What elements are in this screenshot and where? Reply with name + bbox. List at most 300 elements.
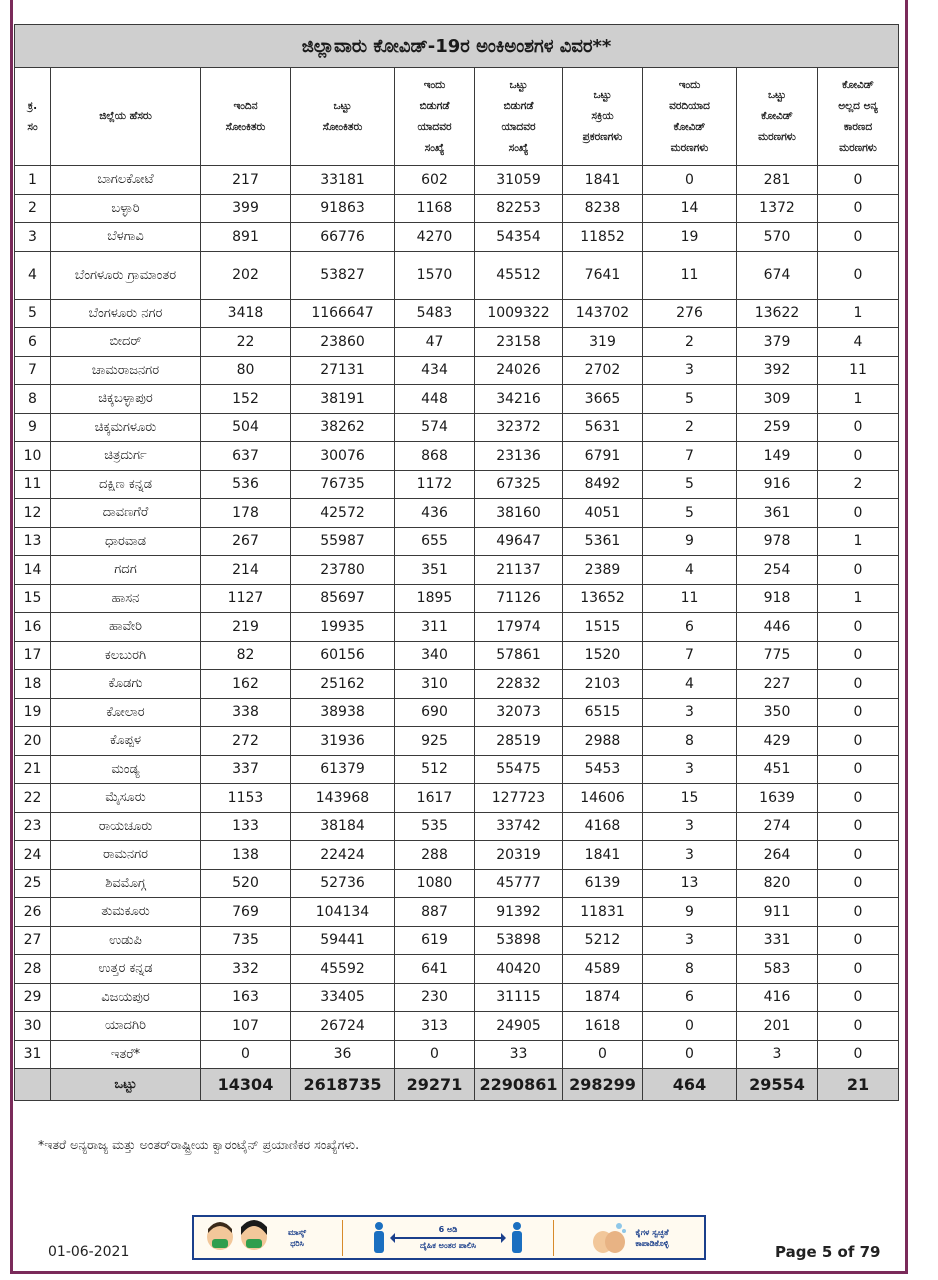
table-cell: 32372 [475,413,563,442]
table-cell: 19935 [291,613,395,642]
table-cell: 82253 [475,194,563,223]
column-header-line: ಬಿಡುಗಡೆ [503,99,534,112]
table-cell: 49647 [475,527,563,556]
table-cell: 891 [201,223,291,252]
table-cell: 17 [15,641,51,670]
table-cell: 33742 [475,812,563,841]
district-name-cell: ಕೊಪ್ಪಳ [51,727,201,756]
table-cell: 0 [201,1040,291,1069]
table-row [15,413,899,442]
table-cell: 33405 [291,983,395,1012]
table-cell: 340 [395,641,475,670]
table-cell: 429 [737,727,818,756]
table-cell: 55987 [291,527,395,556]
column-header-line: ಒಟ್ಟು [509,78,528,91]
table-cell: 214 [201,556,291,585]
table-cell: 10 [15,442,51,471]
table-cell: 45592 [291,955,395,984]
column-header [15,68,51,166]
table-cell: 38938 [291,698,395,727]
table-cell: 916 [737,470,818,499]
table-cell: 4 [643,670,737,699]
column-header-row [15,68,899,166]
table-cell: 143968 [291,784,395,813]
table-cell: 332 [201,955,291,984]
total-value: 29271 [395,1069,475,1101]
table-cell: 4 [643,556,737,585]
table-cell: 25 [15,869,51,898]
page-number [775,1243,880,1261]
district-name-cell: ದಕ್ಷಿಣ ಕನ್ನಡ [51,470,201,499]
table-cell: 7 [643,641,737,670]
table-cell: 82 [201,641,291,670]
table-cell: 0 [818,926,899,955]
column-header-line: ಸಂ [27,120,38,133]
table-cell: 23860 [291,328,395,357]
table-cell: 264 [737,841,818,870]
table-cell: 276 [643,299,737,328]
table-cell: 274 [737,812,818,841]
district-name-cell: ರಾಮನಗರ [51,841,201,870]
table-cell: 54354 [475,223,563,252]
table-row [15,926,899,955]
table-cell: 19 [15,698,51,727]
table-cell: 127723 [475,784,563,813]
table-cell: 1 [818,584,899,613]
table-cell: 15 [643,784,737,813]
person-right-icon [509,1221,525,1255]
table-cell: 0 [818,556,899,585]
total-value: 29554 [737,1069,818,1101]
page-total: 79 [859,1243,881,1261]
table-cell: 0 [818,698,899,727]
table-cell: 33 [475,1040,563,1069]
table-cell: 8492 [563,470,643,499]
table-cell: 14 [15,556,51,585]
table-cell: 178 [201,499,291,528]
table-cell: 31 [15,1040,51,1069]
table-cell: 1617 [395,784,475,813]
table-cell: 59441 [291,926,395,955]
table-cell: 3 [643,812,737,841]
table-cell: 16 [15,613,51,642]
table-cell: 1895 [395,584,475,613]
table-cell: 7641 [563,251,643,299]
table-cell: 272 [201,727,291,756]
column-header-line: ಸಂಖ್ಯೆ [424,141,445,154]
table-cell: 392 [737,356,818,385]
district-name-cell: ತುಮಕೂರು [51,898,201,927]
district-name-cell: ಇತರೆ* [51,1040,201,1069]
table-cell: 3 [643,698,737,727]
table-cell: 91392 [475,898,563,927]
total-blank-cell [15,1069,51,1101]
handwash-section [554,1217,704,1258]
column-header [291,68,395,166]
table-cell: 0 [818,166,899,195]
table-cell: 30076 [291,442,395,471]
table-cell: 217 [201,166,291,195]
district-name-cell: ಧಾರವಾಡ [51,527,201,556]
mask-text-line1: ಮಾಸ್ಕ್ [288,1227,307,1237]
column-header-line: ಕೋವಿಡ್ [842,78,874,91]
table-cell: 8238 [563,194,643,223]
district-name-cell: ಕೊಡಗು [51,670,201,699]
table-cell: 1618 [563,1012,643,1041]
table-cell: 162 [201,670,291,699]
table-cell: 4168 [563,812,643,841]
table-cell: 0 [818,983,899,1012]
table-row [15,328,899,357]
table-cell: 14606 [563,784,643,813]
table-cell: 85697 [291,584,395,613]
table-cell: 520 [201,869,291,898]
district-name-cell: ಬೆಳಗಾವಿ [51,223,201,252]
district-name-cell: ಮೈಸೂರು [51,784,201,813]
table-cell: 6 [643,983,737,1012]
table-cell: 267 [201,527,291,556]
table-cell: 21137 [475,556,563,585]
column-header-line: ಇಂದಿನ [233,99,258,112]
table-cell: 436 [395,499,475,528]
table-cell: 20 [15,727,51,756]
table-cell: 281 [737,166,818,195]
table-cell: 331 [737,926,818,955]
table-cell: 5 [15,299,51,328]
table-row [15,841,899,870]
table-cell: 1841 [563,841,643,870]
table-row [15,223,899,252]
table-cell: 504 [201,413,291,442]
table-cell: 12 [15,499,51,528]
table-cell: 3 [643,926,737,955]
district-name-cell: ಹಾಸನ [51,584,201,613]
table-cell: 0 [643,1040,737,1069]
table-cell: 602 [395,166,475,195]
table-cell: 8 [643,955,737,984]
column-header-line: ಇಂದು [678,78,701,91]
column-header-line: ಒಟ್ಟು [767,89,786,101]
table-cell: 446 [737,613,818,642]
table-cell: 6 [15,328,51,357]
table-cell: 53898 [475,926,563,955]
handwash-text-line2: ಕಾಪಾಡಿಕೊಳ್ಳಿ [635,1238,669,1248]
table-cell: 31115 [475,983,563,1012]
table-row [15,499,899,528]
table-cell: 71126 [475,584,563,613]
table-cell: 76735 [291,470,395,499]
table-cell: 3 [643,356,737,385]
table-cell: 202 [201,251,291,299]
column-header [51,68,201,166]
table-row [15,299,899,328]
district-name-cell: ರಾಯಚೂರು [51,812,201,841]
table-cell: 5212 [563,926,643,955]
column-header [818,68,899,166]
handwash-text [635,1227,668,1249]
column-header [201,68,291,166]
table-cell: 4 [818,328,899,357]
page-sep: of [832,1243,860,1261]
table-cell: 8 [15,385,51,414]
table-cell: 451 [737,755,818,784]
table-cell: 0 [818,755,899,784]
table-cell: 361 [737,499,818,528]
column-header-line: ಮರಣಗಳು [670,141,709,154]
table-cell: 1127 [201,584,291,613]
table-cell: 512 [395,755,475,784]
table-cell: 17974 [475,613,563,642]
table-cell: 36 [291,1040,395,1069]
table-cell: 1520 [563,641,643,670]
table-row [15,194,899,223]
column-header-line: ಯಾದವರ [417,120,452,133]
table-cell: 9 [643,898,737,927]
table-row [15,670,899,699]
table-cell: 143702 [563,299,643,328]
table-cell: 80 [201,356,291,385]
table-cell: 6791 [563,442,643,471]
table-cell: 47 [395,328,475,357]
table-cell: 3 [15,223,51,252]
table-cell: 338 [201,698,291,727]
table-cell: 6515 [563,698,643,727]
table-cell: 11 [15,470,51,499]
district-name-cell: ಕಲಬುರಗಿ [51,641,201,670]
column-header-line: ಒಟ್ಟು [593,89,612,101]
table-cell: 45777 [475,869,563,898]
table-row [15,556,899,585]
table-cell: 1 [818,299,899,328]
table-cell: 4051 [563,499,643,528]
table-cell: 310 [395,670,475,699]
district-name-cell: ದಾವಣಗೆರೆ [51,499,201,528]
column-header [563,68,643,166]
table-cell: 674 [737,251,818,299]
table-cell: 31936 [291,727,395,756]
table-cell: 820 [737,869,818,898]
table-row [15,698,899,727]
table-cell: 641 [395,955,475,984]
table-cell: 0 [563,1040,643,1069]
table-cell: 149 [737,442,818,471]
table-cell: 24 [15,841,51,870]
table-cell: 0 [818,251,899,299]
table-cell: 31059 [475,166,563,195]
table-cell: 5483 [395,299,475,328]
table-cell: 13 [15,527,51,556]
table-cell: 138 [201,841,291,870]
table-cell: 30 [15,1012,51,1041]
column-header-line: ಪ್ರಕರಣಗಳು [582,131,623,143]
table-cell: 637 [201,442,291,471]
table-cell: 26724 [291,1012,395,1041]
table-cell: 61379 [291,755,395,784]
table-cell: 11 [643,251,737,299]
table-cell: 33181 [291,166,395,195]
district-name-cell: ಯಾದಗಿರಿ [51,1012,201,1041]
table-cell: 38160 [475,499,563,528]
distance-text: ದೈಹಿಕ ಅಂತರ ಪಾಲಿಸಿ [419,1240,477,1250]
column-header-line: ಜಿಲ್ಲೆಯ ಹೆಸರು [99,110,152,122]
total-value: 464 [643,1069,737,1101]
table-cell: 7 [15,356,51,385]
table-cell: 11831 [563,898,643,927]
table-cell: 6139 [563,869,643,898]
table-row [15,385,899,414]
column-header-line: ಒಟ್ಟು [333,99,352,112]
table-cell: 14 [643,194,737,223]
table-row [15,613,899,642]
district-name-cell: ಚಿತ್ರದುರ್ಗ [51,442,201,471]
page-current: 5 [821,1243,833,1261]
table-cell: 1639 [737,784,818,813]
table-cell: 351 [395,556,475,585]
table-cell: 28519 [475,727,563,756]
district-name-cell: ಚಿಕ್ಕಮಗಳೂರು [51,413,201,442]
table-cell: 0 [818,727,899,756]
column-header-line: ಕೋವಿಡ್ [761,110,793,122]
table-cell: 22 [201,328,291,357]
table-cell: 24026 [475,356,563,385]
table-cell: 2389 [563,556,643,585]
report-date: 01-06-2021 [48,1244,130,1260]
mask-text [288,1227,306,1249]
column-header-line: ಅಲ್ಲದ ಅನ್ಯ [838,99,878,112]
table-cell: 67325 [475,470,563,499]
table-cell: 0 [643,1012,737,1041]
table-cell: 1 [818,385,899,414]
table-cell: 23780 [291,556,395,585]
table-cell: 5453 [563,755,643,784]
table-cell: 5 [643,499,737,528]
column-header [737,68,818,166]
table-cell: 583 [737,955,818,984]
table-cell: 7 [643,442,737,471]
column-header-line: ಸಂಖ್ಯೆ [508,141,529,154]
table-cell: 22832 [475,670,563,699]
column-header-line: ಕೋವಿಡ್ [673,120,706,133]
table-cell: 45512 [475,251,563,299]
table-cell: 27131 [291,356,395,385]
table-cell: 26 [15,898,51,927]
column-header-line: ಮರಣಗಳು [758,131,796,143]
table-cell: 535 [395,812,475,841]
column-header-line: ಬಿಡುಗಡೆ [419,99,450,112]
table-cell: 34216 [475,385,563,414]
table-cell: 918 [737,584,818,613]
table-cell: 0 [818,869,899,898]
district-name-cell: ಚಾಮರಾಜನಗರ [51,356,201,385]
table-cell: 24905 [475,1012,563,1041]
table-cell: 1168 [395,194,475,223]
column-header-line: ಸೋಂಕಿತರು [322,120,363,133]
table-cell: 22424 [291,841,395,870]
table-row [15,527,899,556]
table-cell: 448 [395,385,475,414]
table-cell: 1172 [395,470,475,499]
table-cell: 11 [818,356,899,385]
table-cell: 4589 [563,955,643,984]
distance-section [343,1217,553,1258]
table-cell: 219 [201,613,291,642]
handwash-icon [589,1220,629,1256]
table-row [15,470,899,499]
table-cell: 868 [395,442,475,471]
table-cell: 887 [395,898,475,927]
table-cell: 1372 [737,194,818,223]
table-cell: 655 [395,527,475,556]
table-cell: 2 [643,328,737,357]
district-name-cell: ವಿಜಯಪುರ [51,983,201,1012]
column-header-line: ಸೋಂಕಿತರು [225,120,266,133]
table-cell: 399 [201,194,291,223]
column-header [395,68,475,166]
table-cell: 21 [15,755,51,784]
district-name-cell: ಚಿಕ್ಕಬಳ್ಳಾಪುರ [51,385,201,414]
table-cell: 0 [818,841,899,870]
total-row [15,1069,899,1101]
covid-stats-table [14,24,899,1101]
table-cell: 570 [737,223,818,252]
table-cell: 40420 [475,955,563,984]
table-row [15,755,899,784]
table-cell: 23158 [475,328,563,357]
table-cell: 201 [737,1012,818,1041]
distance-arrow [393,1225,503,1251]
table-cell: 38191 [291,385,395,414]
table-cell: 133 [201,812,291,841]
table-cell: 107 [201,1012,291,1041]
total-value: 14304 [201,1069,291,1101]
column-header-line: ಮರಣಗಳು [839,141,877,154]
district-name-cell: ಬಾಗಲಕೋಟೆ [51,166,201,195]
table-cell: 23 [15,812,51,841]
mask-section [194,1217,342,1258]
table-cell: 0 [818,1040,899,1069]
table-cell: 9 [15,413,51,442]
table-row [15,869,899,898]
column-header-line: ಕಾರಣದ [843,120,873,133]
table-cell: 1009322 [475,299,563,328]
table-row [15,983,899,1012]
table-cell: 0 [395,1040,475,1069]
table-cell: 0 [818,641,899,670]
table-cell: 22 [15,784,51,813]
table-cell: 13 [643,869,737,898]
table-row [15,1040,899,1069]
table-row [15,166,899,195]
page-prefix: Page [775,1243,822,1261]
table-cell: 0 [818,955,899,984]
table-cell: 536 [201,470,291,499]
safety-banner [192,1215,706,1260]
table-row [15,442,899,471]
table-cell: 0 [818,413,899,442]
table-cell: 1 [818,527,899,556]
table-cell: 254 [737,556,818,585]
district-name-cell: ಉಡುಪಿ [51,926,201,955]
table-row [15,641,899,670]
table-cell: 57861 [475,641,563,670]
table-cell: 259 [737,413,818,442]
mask-text-line2: ಧರಿಸಿ [290,1238,304,1248]
table-cell: 0 [818,442,899,471]
mask-faces-icon [202,1219,284,1257]
table-cell: 350 [737,698,818,727]
table-cell: 3 [643,755,737,784]
table-cell: 3 [737,1040,818,1069]
